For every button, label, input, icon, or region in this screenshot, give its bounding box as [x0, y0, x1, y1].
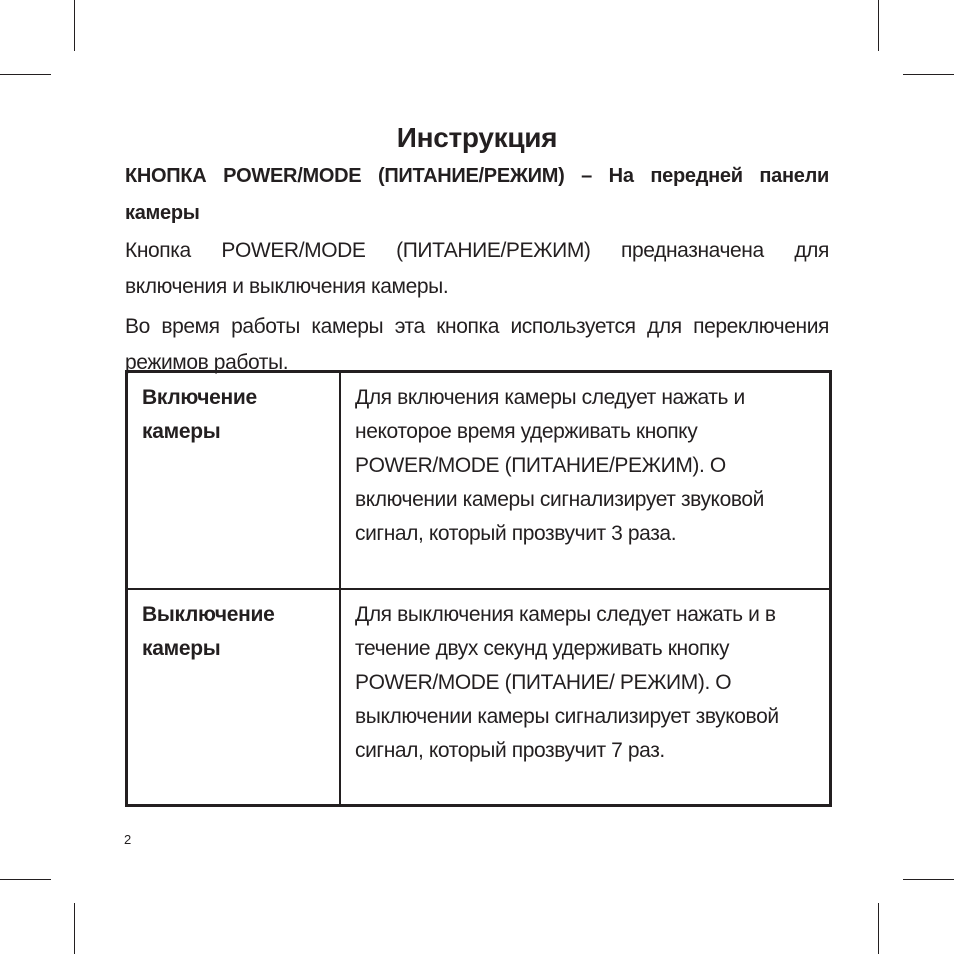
row-text-power-on: Для включения камеры следует нажать и некоторое время удерживать кнопку POWER/MODE (ПИТАНИЕ/РЕЖИМ). О включении камеры сигнализирует звуковой сигнал, который прозвучит 3 раза. [340, 372, 831, 590]
table-row [127, 372, 831, 590]
row-text-power-off: Для выключения камеры следует нажать и в течение двух секунд удерживать кнопку POWER/MODE (ПИТАНИЕ/ РЕЖИМ). О выключении камеры сигнализирует звуковой сигнал, который прозвучит 7 раз. [340, 589, 831, 806]
page-content [125, 118, 829, 381]
crop-mark-top-right-horizontal [903, 74, 954, 75]
row-label-power-off: Выключение камеры [127, 589, 341, 806]
paragraph-mode-switch: Во время работы камеры эта кнопка используется для переключения режимов работы. [125, 315, 829, 374]
paragraph-purpose: Кнопка POWER/MODE (ПИТАНИЕ/РЕЖИМ) предназначена для включения и выключения камеры. [125, 239, 829, 298]
page-number: 2 [124, 832, 132, 847]
crop-mark-top-right-vertical [878, 0, 879, 51]
crop-mark-top-left-vertical [74, 0, 75, 51]
row-label-power-on: Включение камеры [127, 372, 341, 590]
table-row [127, 589, 831, 806]
crop-mark-bottom-right-vertical [878, 903, 879, 954]
section-heading: КНОПКА POWER/MODE (ПИТАНИЕ/РЕЖИМ) – На передней панели камеры [125, 165, 829, 224]
crop-mark-top-left-horizontal [0, 74, 51, 75]
crop-mark-bottom-left-vertical [74, 903, 75, 954]
instruction-table [125, 370, 832, 807]
crop-mark-bottom-right-horizontal [903, 879, 954, 880]
page-title: Инструкция [396, 122, 558, 153]
crop-mark-bottom-left-horizontal [0, 879, 51, 880]
